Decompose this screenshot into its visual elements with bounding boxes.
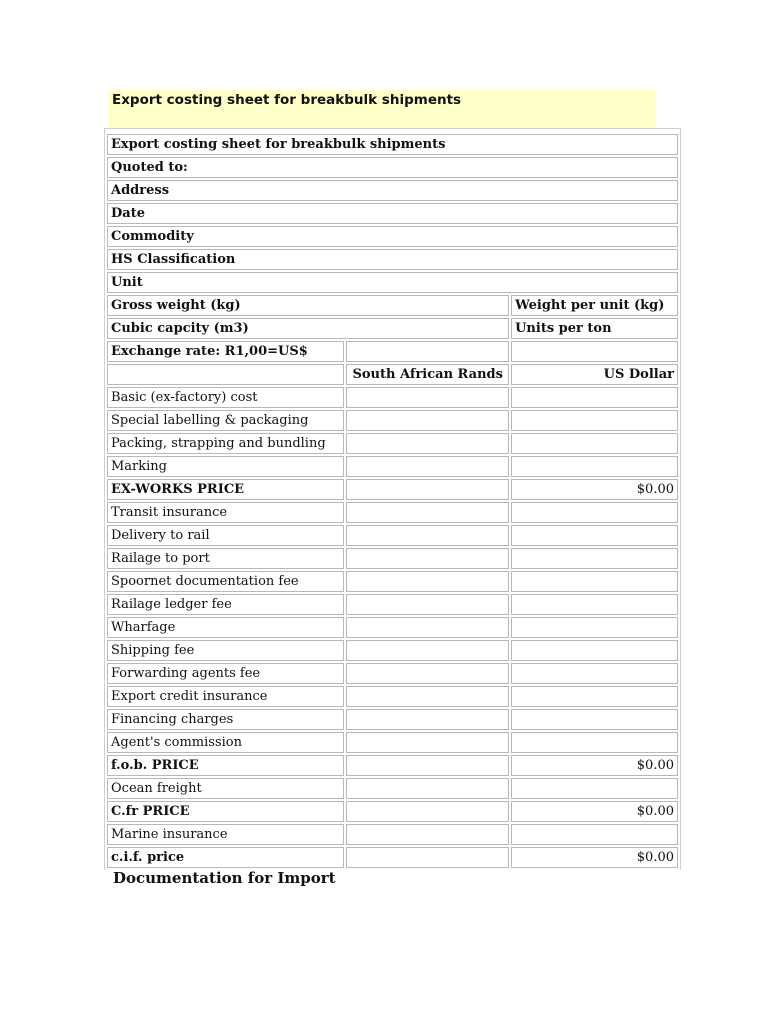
costing-sheet — [104, 128, 681, 870]
info-label-cell: Quoted to: — [107, 157, 678, 178]
rands-value-cell[interactable] — [346, 640, 509, 661]
cost-label: Transit insurance — [107, 502, 344, 523]
exchange-rate-dollar-cell[interactable] — [511, 341, 678, 362]
info-label-cell: Unit — [107, 272, 678, 293]
exchange-rate-rands-cell[interactable] — [346, 341, 509, 362]
gross-weight-row — [107, 295, 678, 316]
cost-row — [107, 594, 678, 615]
exchange-rate-label: Exchange rate: R1,00=US$ — [107, 341, 344, 362]
cost-label: Delivery to rail — [107, 525, 344, 546]
cost-label: Ocean freight — [107, 778, 344, 799]
cost-row — [107, 824, 678, 845]
dollar-value-cell[interactable] — [511, 410, 678, 431]
rands-value-cell[interactable] — [346, 479, 509, 500]
info-row — [107, 226, 678, 247]
rands-value-cell[interactable] — [346, 709, 509, 730]
cost-label: Special labelling & packaging — [107, 410, 344, 431]
cost-row — [107, 640, 678, 661]
cost-label: Marking — [107, 456, 344, 477]
cost-label: Wharfage — [107, 617, 344, 638]
info-label-cell: Address — [107, 180, 678, 201]
cost-label: Railage to port — [107, 548, 344, 569]
cost-label: f.o.b. PRICE — [107, 755, 344, 776]
column-header-row — [107, 364, 678, 385]
cost-row — [107, 433, 678, 454]
cost-label: Shipping fee — [107, 640, 344, 661]
cost-label: c.i.f. price — [107, 847, 344, 868]
info-row — [107, 249, 678, 270]
costing-table — [105, 132, 680, 870]
dollar-value-cell[interactable] — [511, 686, 678, 707]
cost-label: Basic (ex-factory) cost — [107, 387, 344, 408]
dollar-value-cell[interactable] — [511, 824, 678, 845]
rands-value-cell[interactable] — [346, 778, 509, 799]
cost-row — [107, 525, 678, 546]
rands-value-cell[interactable] — [346, 663, 509, 684]
cost-row — [107, 456, 678, 477]
documentation-heading: Documentation for Import — [113, 869, 336, 887]
dollar-value-cell[interactable]: $0.00 — [511, 801, 678, 822]
dollar-value-cell[interactable]: $0.00 — [511, 847, 678, 868]
rands-column-header: South African Rands — [346, 364, 509, 385]
cost-row — [107, 847, 678, 868]
cost-row — [107, 663, 678, 684]
cost-row — [107, 410, 678, 431]
dollar-value-cell[interactable] — [511, 548, 678, 569]
info-label-cell: Commodity — [107, 226, 678, 247]
dollar-value-cell[interactable] — [511, 456, 678, 477]
cost-label: Agent's commission — [107, 732, 344, 753]
rands-value-cell[interactable] — [346, 502, 509, 523]
cost-label: EX-WORKS PRICE — [107, 479, 344, 500]
rands-value-cell[interactable] — [346, 571, 509, 592]
cost-row — [107, 548, 678, 569]
units-per-ton-label: Units per ton — [511, 318, 678, 339]
dollar-value-cell[interactable] — [511, 709, 678, 730]
cost-row — [107, 479, 678, 500]
dollar-value-cell[interactable] — [511, 525, 678, 546]
info-row — [107, 203, 678, 224]
cost-row — [107, 571, 678, 592]
dollar-value-cell[interactable] — [511, 663, 678, 684]
cost-row — [107, 617, 678, 638]
rands-value-cell[interactable] — [346, 824, 509, 845]
cost-row — [107, 387, 678, 408]
dollar-value-cell[interactable] — [511, 502, 678, 523]
sheet-header-title: Export costing sheet for breakbulk shipments — [108, 90, 656, 128]
info-row — [107, 157, 678, 178]
dollar-value-cell[interactable] — [511, 778, 678, 799]
cost-label: C.fr PRICE — [107, 801, 344, 822]
rands-value-cell[interactable] — [346, 548, 509, 569]
rands-value-cell[interactable] — [346, 410, 509, 431]
cost-label: Railage ledger fee — [107, 594, 344, 615]
cost-row — [107, 709, 678, 730]
rands-value-cell[interactable] — [346, 686, 509, 707]
rands-value-cell[interactable] — [346, 847, 509, 868]
cost-row — [107, 502, 678, 523]
weight-per-unit-label: Weight per unit (kg) — [511, 295, 678, 316]
dollar-value-cell[interactable] — [511, 571, 678, 592]
dollar-value-cell[interactable] — [511, 387, 678, 408]
info-label-cell: HS Classification — [107, 249, 678, 270]
rands-value-cell[interactable] — [346, 755, 509, 776]
cost-row — [107, 732, 678, 753]
info-label-cell: Date — [107, 203, 678, 224]
cost-row — [107, 778, 678, 799]
rands-value-cell[interactable] — [346, 433, 509, 454]
dollar-value-cell[interactable] — [511, 594, 678, 615]
cost-row — [107, 755, 678, 776]
cost-label: Financing charges — [107, 709, 344, 730]
table-title-row — [107, 134, 678, 155]
cost-row — [107, 686, 678, 707]
info-row — [107, 180, 678, 201]
rands-value-cell[interactable] — [346, 525, 509, 546]
dollar-value-cell[interactable] — [511, 433, 678, 454]
cost-label: Packing, strapping and bundling — [107, 433, 344, 454]
rands-value-cell[interactable] — [346, 617, 509, 638]
dollar-value-cell[interactable] — [511, 732, 678, 753]
blank-header-cell — [107, 364, 344, 385]
dollar-value-cell[interactable] — [511, 640, 678, 661]
dollar-value-cell[interactable]: $0.00 — [511, 755, 678, 776]
rands-value-cell[interactable] — [346, 387, 509, 408]
cost-label: Marine insurance — [107, 824, 344, 845]
dollar-value-cell[interactable]: $0.00 — [511, 479, 678, 500]
rands-value-cell[interactable] — [346, 456, 509, 477]
dollar-value-cell[interactable] — [511, 617, 678, 638]
cost-label: Forwarding agents fee — [107, 663, 344, 684]
info-row — [107, 272, 678, 293]
cost-row — [107, 801, 678, 822]
cubic-capacity-row — [107, 318, 678, 339]
table-title-cell: Export costing sheet for breakbulk shipments — [107, 134, 678, 155]
cost-label: Spoornet documentation fee — [107, 571, 344, 592]
cubic-capacity-label: Cubic capcity (m3) — [107, 318, 509, 339]
cost-label: Export credit insurance — [107, 686, 344, 707]
rands-value-cell[interactable] — [346, 732, 509, 753]
rands-value-cell[interactable] — [346, 594, 509, 615]
exchange-rate-row — [107, 341, 678, 362]
dollar-column-header: US Dollar — [511, 364, 678, 385]
gross-weight-label: Gross weight (kg) — [107, 295, 509, 316]
rands-value-cell[interactable] — [346, 801, 509, 822]
